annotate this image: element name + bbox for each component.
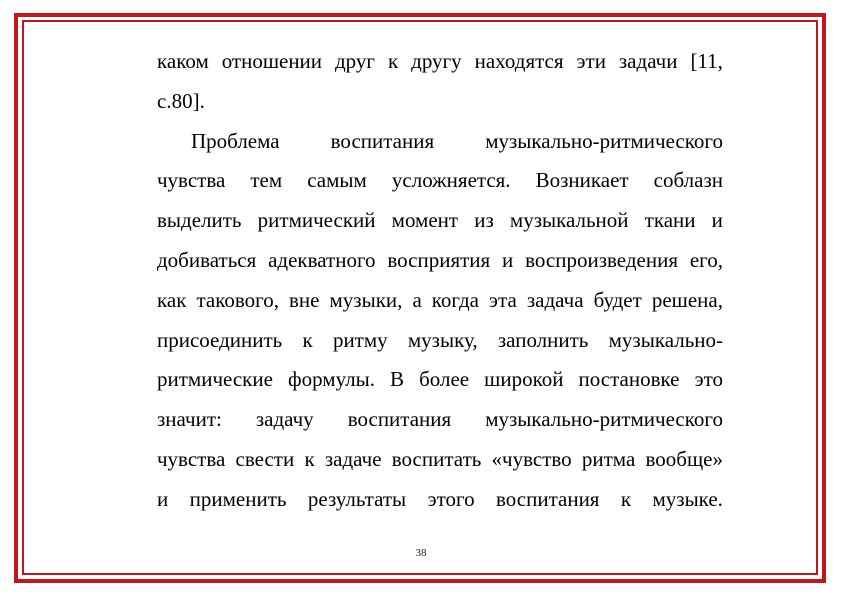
word: значит: xyxy=(157,407,222,432)
word: присоединить xyxy=(157,327,283,352)
word: находятся xyxy=(474,49,564,73)
word: эта xyxy=(489,287,517,312)
word: отношении xyxy=(221,49,323,73)
word: и xyxy=(502,247,514,272)
word: друг xyxy=(335,49,376,73)
word: воспроизведения xyxy=(525,247,678,272)
word: момент xyxy=(391,208,459,233)
word: ритмический xyxy=(257,208,376,233)
word: В xyxy=(390,367,405,392)
word: Проблема xyxy=(191,128,280,153)
word: с.80]. xyxy=(157,88,205,113)
word: задача xyxy=(526,287,584,312)
word: к xyxy=(302,327,313,352)
word: музыкально-ритмического xyxy=(485,407,723,432)
word: музыкально- xyxy=(608,327,723,352)
word: из xyxy=(474,208,494,233)
text-line xyxy=(157,321,723,361)
word: как xyxy=(157,287,187,312)
word: соблазн xyxy=(653,168,723,193)
word: тем xyxy=(250,168,283,193)
word: адекватного xyxy=(268,247,376,272)
text-line xyxy=(157,241,723,281)
word: задачу xyxy=(255,407,314,432)
body-text xyxy=(157,42,723,520)
word: решена, xyxy=(651,287,723,312)
text-line xyxy=(157,440,723,480)
word: воспитать xyxy=(391,446,482,471)
word: добиваться xyxy=(157,247,257,272)
word: результаты xyxy=(307,486,407,511)
word: заполнить xyxy=(497,327,589,352)
text-line xyxy=(157,201,723,241)
word: а xyxy=(412,287,422,312)
word: другу xyxy=(411,49,462,73)
word: музыкальной xyxy=(509,208,629,233)
text-line xyxy=(157,161,723,201)
word: чувства xyxy=(157,446,226,471)
text-line xyxy=(157,82,723,122)
word: усложняется. xyxy=(391,168,511,193)
word: это xyxy=(694,367,723,392)
text-line xyxy=(157,42,723,82)
word: широкой xyxy=(484,367,564,392)
word: чувства xyxy=(157,168,226,193)
word: выделить xyxy=(157,208,242,233)
word: ритму xyxy=(332,327,388,352)
word: будет xyxy=(593,287,642,312)
word: воспитания xyxy=(330,128,435,153)
word: музыки, xyxy=(329,287,403,312)
text-line xyxy=(157,281,723,321)
word: музыкально-ритмического xyxy=(485,128,723,153)
word: к xyxy=(387,49,399,73)
text-line xyxy=(157,122,723,162)
word: свести xyxy=(235,446,295,471)
word: когда xyxy=(431,287,480,312)
word: его, xyxy=(689,247,723,272)
word: применить xyxy=(189,486,287,511)
word: воспитания xyxy=(495,486,600,511)
word: воспитания xyxy=(347,407,452,432)
word: музыку, xyxy=(407,327,478,352)
page-number: 38 xyxy=(415,547,427,559)
word: и xyxy=(157,486,169,511)
word: эти xyxy=(576,49,606,73)
word: постановке xyxy=(578,367,680,392)
word: Возникает xyxy=(535,168,629,193)
word: ритмические xyxy=(157,367,273,392)
word: формулы. xyxy=(287,367,375,392)
word: самым xyxy=(307,168,367,193)
word: задаче xyxy=(324,446,382,471)
word: музыке. xyxy=(652,486,723,511)
word: более xyxy=(419,367,470,392)
word: задачи xyxy=(618,49,678,73)
word: вообще» xyxy=(645,446,723,471)
word: к xyxy=(304,446,315,471)
word: вне xyxy=(289,287,320,312)
word: к xyxy=(620,486,632,511)
word: ритма xyxy=(581,446,636,471)
text-line xyxy=(157,400,723,440)
word: «чувство xyxy=(491,446,572,471)
text-line xyxy=(157,480,723,520)
word: каком xyxy=(157,49,209,73)
word: этого xyxy=(427,486,475,511)
word: и xyxy=(711,208,723,233)
word: [11, xyxy=(690,49,723,73)
word: ткани xyxy=(644,208,696,233)
word: восприятия xyxy=(387,247,491,272)
word: такового, xyxy=(196,287,279,312)
text-line xyxy=(157,360,723,400)
